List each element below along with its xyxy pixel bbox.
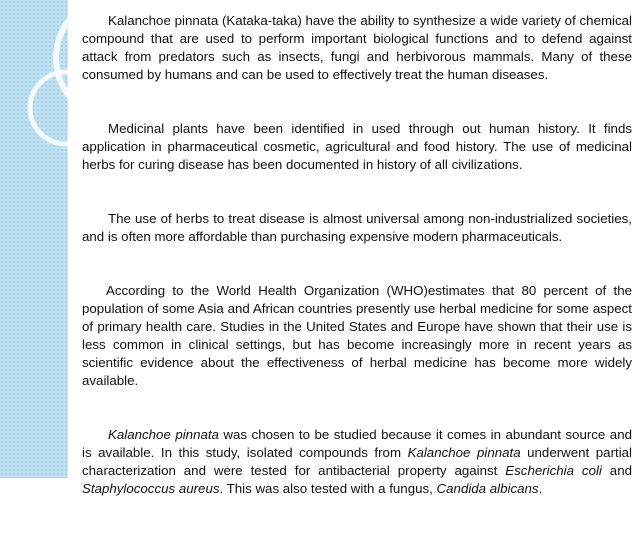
species-name: Escherichia coli xyxy=(505,463,602,478)
paragraph-study-rationale xyxy=(82,426,632,498)
paragraph-herbs-use: The use of herbs to treat disease is almost universal among non-industrialized societies, and is often more affordable than purchasing expensive modern pharmaceuticals. xyxy=(82,211,632,244)
species-name: Kalanchoe pinnata xyxy=(108,427,219,442)
sidebar-pattern xyxy=(0,0,68,478)
species-name: Staphylococcus aureus xyxy=(82,481,220,496)
text-segment: . This was also tested with a fungus, xyxy=(219,481,437,496)
species-name: Candida albicans xyxy=(436,481,539,496)
text-segment: and xyxy=(601,463,632,478)
text-segment: . xyxy=(538,481,543,496)
text-segment: underwent partial characterization and were tested for antibacterial property against xyxy=(82,445,632,478)
paragraph-who-estimates: According to the World Health Organization (WHO)estimates that 80 percent of the population of some Asia and African countries presently use herbal medicine for some aspect of primary health care. Studies in the United States and Europe have shown that their use is less common in clinical settings, but has become increasingly more in recent years as scientific evidence about the effectiveness of herbal medicine has become more widely available. xyxy=(82,283,632,388)
sidebar-edge xyxy=(66,0,72,478)
text-segment: was chosen to be studied because it comes in abundant source and is available. In this study, isolated compounds from xyxy=(82,427,632,460)
paragraph-medicinal-plants: Medicinal plants have been identified in used through out human history. It finds application in pharmaceutical cosmetic, agricultural and food history. The use of medicinal herbs for curing disease has been documented in history of all civilizations. xyxy=(82,121,632,172)
paragraph-kalanchoe-intro: Kalanchoe pinnata (Kataka-taka) have the ability to synthesize a wide variety of chemical compound that are used to perform important biological functions and to defend against attack from predators such as insects, fungi and herbivorous mammals. Many of these consumed by humans and can be used to effectively treat the human diseases. xyxy=(82,13,632,82)
species-name: Kalanchoe pinnata xyxy=(407,445,521,460)
document-body xyxy=(82,12,632,534)
